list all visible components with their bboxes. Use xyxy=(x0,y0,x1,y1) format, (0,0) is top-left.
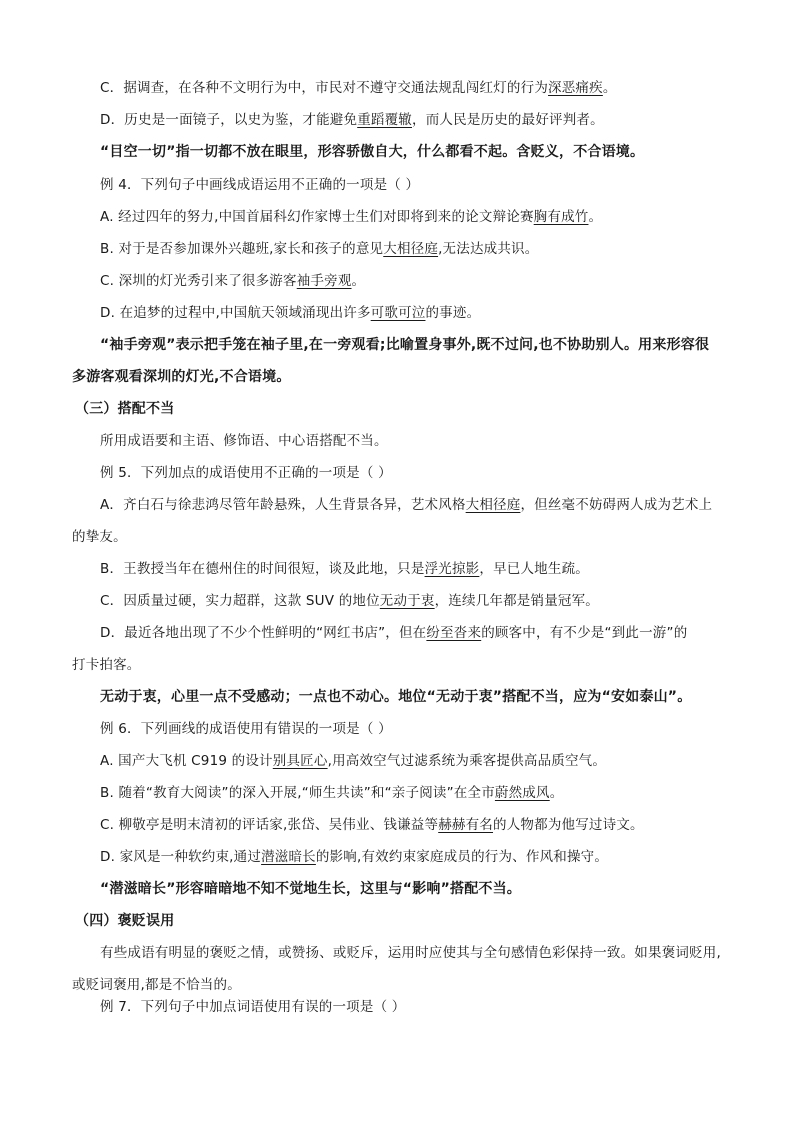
option-c-line xyxy=(100,78,617,98)
section-heading xyxy=(75,399,174,419)
text-segment: 或贬词褒用,都是不恰当的。 xyxy=(72,977,241,993)
text-segment: “潜滋暗长”形容暗暗地不知不觉地生长，这里与“影响”搭配不当。 xyxy=(100,881,522,897)
text-segment: “袖手旁观”表示把手笼在袖子里,在一旁观看;比喻置身事外,既不过问,也不协助别人。用来形容很 xyxy=(100,337,710,353)
text-segment: 例 5．下列加点的成语使用不正确的一项是（ ） xyxy=(100,465,392,481)
text-segment: ，连续几年都是销量冠军。 xyxy=(434,593,600,609)
text-segment: “目空一切”指一切都不放在眼里，形容骄傲自大，什么都看不起。含贬义，不合语境。 xyxy=(100,144,645,160)
text-segment: 例 6．下列画线的成语使用有错误的一项是（ ） xyxy=(100,721,392,737)
text-segment: 多游客观看深圳的灯光,不合语境。 xyxy=(72,369,291,385)
text-segment: 的顾客中，有不少是“到此一游”的 xyxy=(481,625,688,641)
text-segment: B. 对于是否参加课外兴趣班,家长和孩子的意见 xyxy=(100,241,384,257)
text-segment: 例 7．下列句子中加点词语使用有误的一项是（ ） xyxy=(100,999,406,1015)
text-segment: 。 xyxy=(351,273,366,289)
text-segment: D. 家风是一种软约束,通过 xyxy=(100,849,262,865)
explanation-line xyxy=(100,142,644,162)
underlined-idiom: 袖手旁观 xyxy=(296,273,352,289)
option-c-line xyxy=(100,591,599,611)
option-c-line xyxy=(100,271,365,291)
option-d-line xyxy=(100,110,604,130)
example-6-question xyxy=(100,719,392,739)
underlined-idiom: 纷至沓来 xyxy=(426,625,482,641)
option-b-line xyxy=(100,559,589,579)
option-b-line xyxy=(100,239,538,259)
underlined-idiom: 大相径庭 xyxy=(465,497,521,513)
section-description xyxy=(100,431,388,451)
underlined-idiom: 重蹈覆辙 xyxy=(357,112,413,128)
option-d-line xyxy=(100,303,480,323)
underlined-idiom: 无动于衷 xyxy=(379,593,435,609)
example-5-question xyxy=(100,463,392,483)
text-segment: 的人物都为他写过诗文。 xyxy=(493,817,644,833)
underlined-idiom: 深恶痛疾 xyxy=(548,80,603,96)
underlined-idiom: 潜滋暗长 xyxy=(261,849,316,865)
text-segment: A. 国产大飞机 C919 的设计 xyxy=(100,753,273,769)
text-segment: ，但丝毫不妨碍两人成为艺术上 xyxy=(520,497,713,513)
text-segment: B．王教授当年在德州住的时间很短，谈及此地，只是 xyxy=(100,561,425,577)
text-segment: ，而人民是历史的最好评判者。 xyxy=(412,112,604,128)
option-a-line xyxy=(100,751,606,771)
text-segment: C．因质量过硬，实力超群，这款 SUV 的地位 xyxy=(100,593,380,609)
text-segment: 有些成语有明显的褒贬之情，或赞扬、或贬斥，运用时应使其与全句感情色彩保持一致。如果褒词贬用, xyxy=(100,945,721,961)
text-segment: （三）搭配不当 xyxy=(75,401,175,417)
explanation-line xyxy=(100,687,691,707)
text-segment: ，早已人地生疏。 xyxy=(479,561,589,577)
text-segment: ,用高效空气过滤系统为乘客提供高品质空气。 xyxy=(327,753,607,769)
underlined-idiom: 别具匠心 xyxy=(272,753,328,769)
text-segment: 无动于衷，心里一点不受感动；一点也不动心。地位“无动于衷”搭配不当，应为“安如泰山”。 xyxy=(100,689,692,705)
text-segment: 所用成语要和主语、修饰语、中心语搭配不当。 xyxy=(100,433,388,449)
section-description xyxy=(100,943,721,963)
option-d-line xyxy=(100,847,608,867)
text-segment: C. 柳敬亭是明末清初的评话家,张岱、吴伟业、钱谦益等 xyxy=(100,817,439,833)
text-segment: D．历史是一面镜子，以史为鉴，才能避免 xyxy=(100,112,358,128)
text-segment: 的事迹。 xyxy=(425,305,481,321)
underlined-idiom: 赫赫有名 xyxy=(438,817,494,833)
text-segment: 的影响,有效约束家庭成员的行为、作风和操守。 xyxy=(315,849,609,865)
underlined-idiom: 胸有成竹 xyxy=(533,209,589,225)
text-segment: 例 4．下列句子中画线成语运用不正确的一项是（ ） xyxy=(100,177,420,193)
text-segment: B. 随着“教育大阅读”的深入开展,“师生共读”和“亲子阅读”在全市 xyxy=(100,785,495,801)
explanation-line-cont xyxy=(72,367,291,387)
underlined-idiom: 蔚然成风 xyxy=(494,785,550,801)
explanation-line xyxy=(100,879,521,899)
option-a-line xyxy=(100,495,712,515)
text-segment: 的挚友。 xyxy=(72,529,127,545)
option-d-line-cont xyxy=(72,655,141,675)
text-segment: C. 深圳的灯光秀引来了很多游客 xyxy=(100,273,297,289)
text-segment: C．据调查，在各种不文明行为中，市民对不遵守交通法规乱闯红灯的行为 xyxy=(100,80,549,96)
example-4-question xyxy=(100,175,419,195)
text-segment: 。 xyxy=(588,209,603,225)
underlined-idiom: 浮光掠影 xyxy=(424,561,480,577)
underlined-idiom: 可歌可泣 xyxy=(370,305,426,321)
text-segment: （四）褒贬误用 xyxy=(75,913,175,929)
text-segment: ,无法达成共识。 xyxy=(438,241,539,257)
section-description-cont xyxy=(72,975,241,995)
text-segment: A．齐白石与徐悲鸿尽管年龄悬殊，人生背景各异，艺术风格 xyxy=(100,497,466,513)
text-segment: A. 经过四年的努力,中国首届科幻作家博士生们对即将到来的论文辩论赛 xyxy=(100,209,534,225)
text-segment: 。 xyxy=(602,80,617,96)
option-a-line-cont xyxy=(72,527,127,547)
section-heading xyxy=(75,911,174,931)
underlined-idiom: 大相径庭 xyxy=(383,241,439,257)
text-segment: 打卡拍客。 xyxy=(72,657,141,673)
text-segment: 。 xyxy=(549,785,564,801)
option-d-line xyxy=(100,623,687,643)
explanation-line xyxy=(100,335,709,355)
text-segment: D．最近各地出现了不少个性鲜明的“网红书店”，但在 xyxy=(100,625,427,641)
option-a-line xyxy=(100,207,602,227)
text-segment: D. 在追梦的过程中,中国航天领域涌现出许多 xyxy=(100,305,371,321)
option-c-line xyxy=(100,815,644,835)
option-b-line xyxy=(100,783,563,803)
example-7-question xyxy=(100,997,405,1017)
